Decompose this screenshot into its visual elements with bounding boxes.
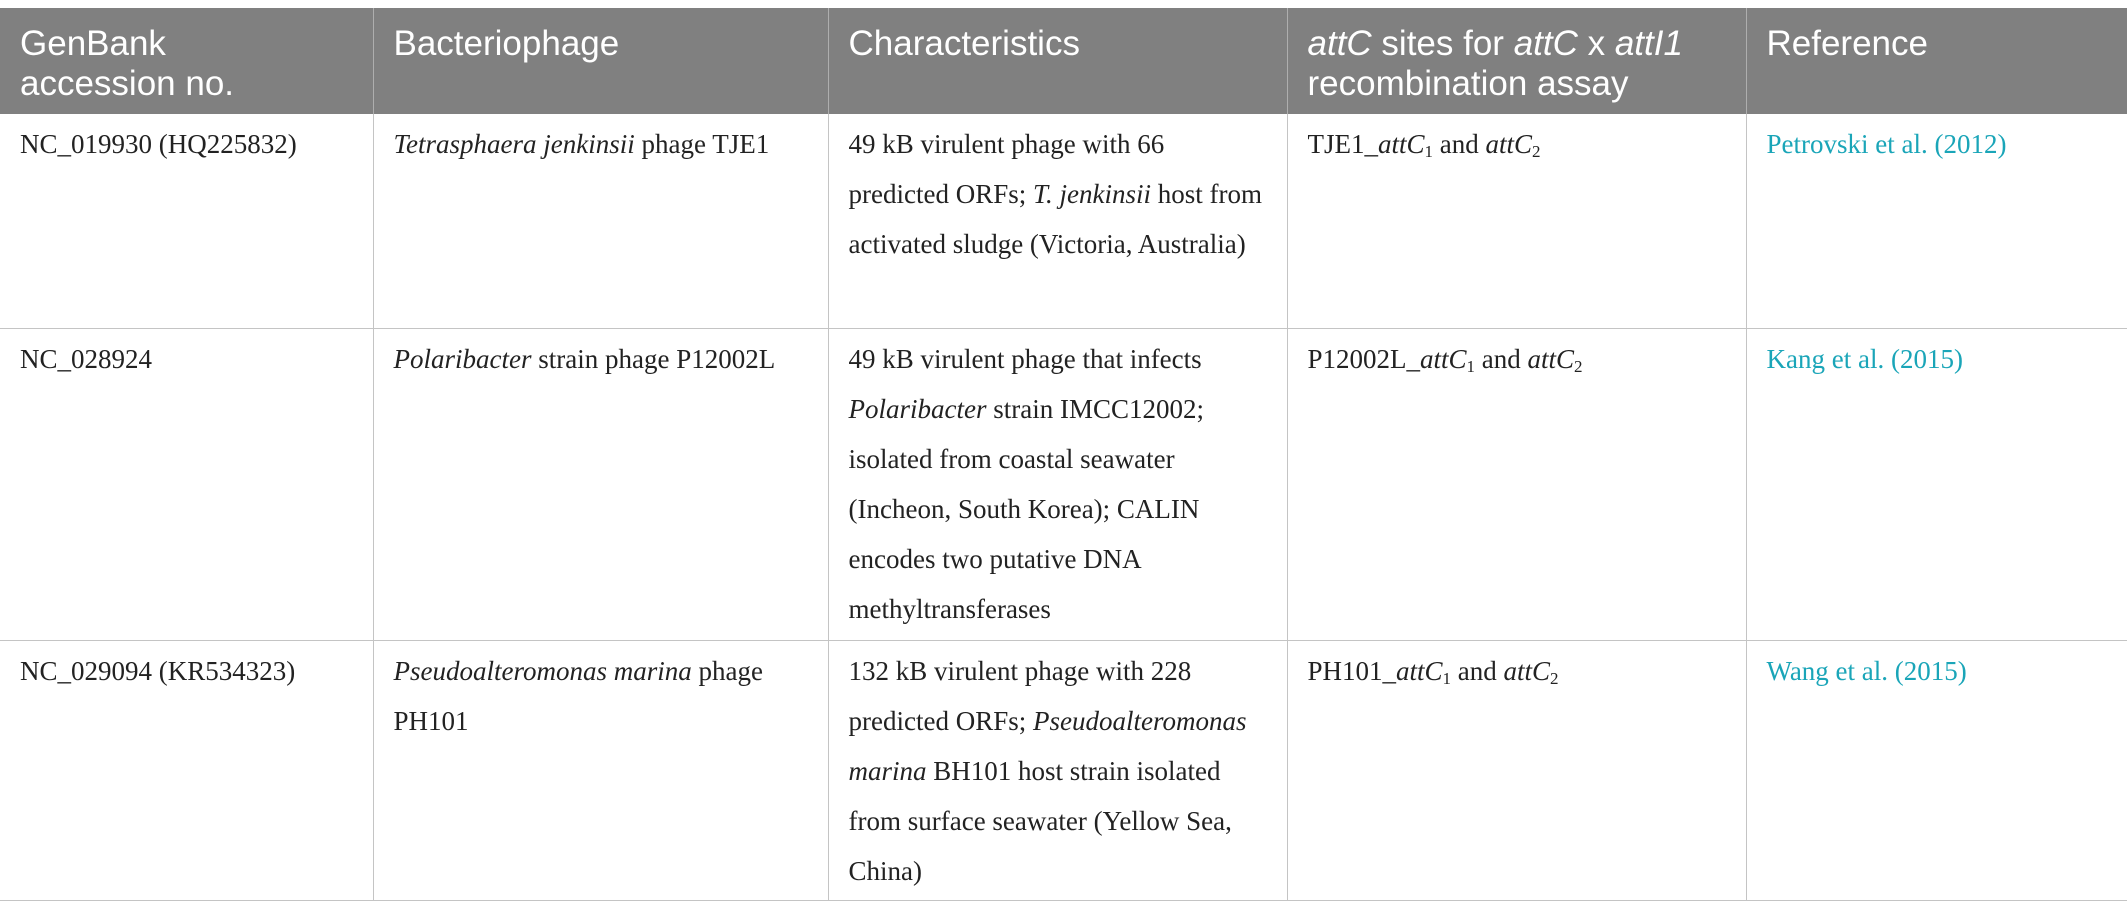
table-row [0, 641, 2127, 901]
accession-cell: NC_028924 [0, 329, 373, 641]
header-characteristics: Characteristics [828, 8, 1287, 114]
attc-sites-cell: PH101_attC$_1$ and attC$_2$ [1287, 641, 1746, 901]
phage-cell: Pseudoalteromonas marina phage PH101 [373, 641, 828, 901]
reference-link[interactable]: Kang et al. (2015) [1746, 329, 2127, 641]
reference-link[interactable]: Wang et al. (2015) [1746, 641, 2127, 901]
attc-sites-cell: TJE1_attC$_1$ and attC$_2$ [1287, 114, 1746, 329]
header-accession: GenBank accession no. [0, 8, 373, 114]
table-row [0, 329, 2127, 641]
reference-link[interactable]: Petrovski et al. (2012) [1746, 114, 2127, 329]
accession-cell: NC_029094 (KR534323) [0, 641, 373, 901]
header-reference: Reference [1746, 8, 2127, 114]
accession-cell: NC_019930 (HQ225832) [0, 114, 373, 329]
header-bacteriophage: Bacteriophage [373, 8, 828, 114]
table-row [0, 114, 2127, 329]
phage-cell: Polaribacter strain phage P12002L [373, 329, 828, 641]
header-row [0, 8, 2127, 114]
data-table [0, 8, 2127, 901]
header-attc-sites: attC sites for attC x attI1 recombination assay [1287, 8, 1746, 114]
characteristics-cell: 49 kB virulent phage with 66 predicted ORFs; T. jenkinsii host from activated sludge (Victoria, Australia) [828, 114, 1287, 329]
attc-sites-cell: P12002L_attC$_1$ and attC$_2$ [1287, 329, 1746, 641]
characteristics-cell: 49 kB virulent phage that infects Polaribacter strain IMCC12002; isolated from coastal seawater (Incheon, South Korea); CALIN encodes two putative DNA methyltransferases [828, 329, 1287, 641]
characteristics-cell: 132 kB virulent phage with 228 predicted ORFs; Pseudoalteromonas marina BH101 host strain isolated from surface seawater (Yellow Sea, China) [828, 641, 1287, 901]
phage-cell: Tetrasphaera jenkinsii phage TJE1 [373, 114, 828, 329]
